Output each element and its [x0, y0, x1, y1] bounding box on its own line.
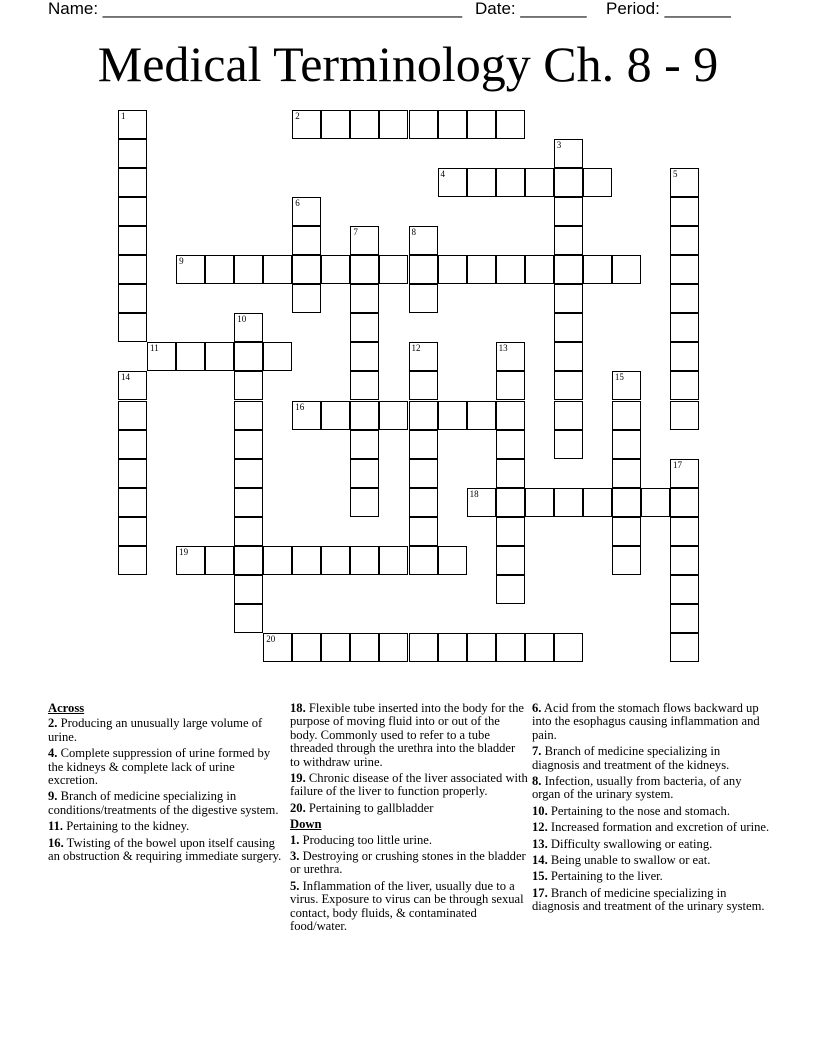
grid-cell[interactable] — [292, 284, 321, 313]
grid-cell[interactable] — [147, 342, 176, 371]
grid-cell[interactable] — [554, 633, 583, 662]
grid-cell[interactable] — [467, 110, 496, 139]
clue-number: 2 — [295, 111, 300, 121]
grid-cell[interactable] — [670, 255, 699, 284]
grid-cell[interactable] — [438, 255, 467, 284]
grid-cell[interactable] — [409, 633, 438, 662]
grid-cell[interactable] — [234, 459, 263, 488]
clue-number: 15 — [614, 372, 624, 383]
clue-number: 10 — [237, 314, 247, 325]
grid-cell[interactable] — [612, 459, 641, 488]
clue-number: 18 — [469, 488, 479, 499]
grid-cell[interactable] — [525, 255, 554, 284]
grid-cell[interactable] — [234, 401, 263, 430]
grid-cell[interactable] — [379, 401, 408, 430]
grid-cell[interactable] — [321, 110, 350, 139]
grid-cell[interactable] — [438, 401, 467, 430]
grid-cell[interactable] — [496, 517, 525, 546]
clue-down-10: 10. Pertaining to the nose and stomach. — [532, 803, 730, 818]
clue-across-9: 9. Branch of medicine specializing in conditions/treatments of the digestive system. — [48, 789, 279, 817]
grid-cell[interactable] — [612, 430, 641, 459]
grid-cell[interactable] — [612, 255, 641, 284]
grid-cell[interactable] — [670, 371, 699, 400]
grid-cell[interactable] — [350, 313, 379, 342]
grid-cell[interactable] — [554, 168, 583, 197]
grid-cell[interactable] — [263, 342, 292, 371]
clue-number: 11 — [150, 343, 159, 354]
grid-cell[interactable] — [234, 604, 263, 633]
grid-cell[interactable] — [176, 255, 205, 284]
down-heading: Down — [290, 817, 322, 832]
clue-across-18: 18. Flexible tube inserted into the body for the purpose of moving fluid into or out of the body. Commonly used to refer to a tube threaded through the urethra into the bladder to withdraw urine. — [290, 701, 525, 769]
grid-cell[interactable] — [467, 168, 496, 197]
grid-cell[interactable] — [670, 284, 699, 313]
clue-down-7: 7. Branch of medicine specializing in diagnosis and treatment of the kidneys. — [532, 744, 730, 772]
grid-cell[interactable] — [263, 633, 292, 662]
grid-cell[interactable] — [525, 633, 554, 662]
grid-cell[interactable] — [496, 255, 525, 284]
grid-cell[interactable] — [409, 430, 438, 459]
clue-down-13: 13. Difficulty swallowing or eating. — [532, 836, 713, 851]
grid-cell[interactable] — [292, 401, 321, 430]
clue-number: 4 — [440, 169, 446, 180]
grid-cell[interactable] — [350, 633, 379, 662]
grid-cell[interactable] — [670, 575, 699, 604]
grid-cell[interactable] — [496, 401, 525, 430]
grid-cell[interactable] — [321, 633, 350, 662]
clue-number: 1 — [121, 111, 126, 121]
grid-cell[interactable] — [554, 342, 583, 371]
grid-cell[interactable] — [234, 488, 263, 517]
grid-cell[interactable] — [467, 401, 496, 430]
grid-cell[interactable] — [176, 546, 205, 575]
grid-cell[interactable] — [409, 517, 438, 546]
grid-cell[interactable] — [409, 546, 438, 575]
name-field[interactable]: Name: ______________________________________ — [48, 0, 463, 18]
clue-down-6: 6. Acid from the stomach flows backward up into the esophagus causing inflammation and pain. — [532, 701, 760, 742]
grid-cell[interactable] — [438, 633, 467, 662]
grid-cell[interactable] — [379, 255, 408, 284]
clue-number: 9 — [179, 256, 184, 267]
grid-cell[interactable] — [554, 197, 583, 226]
grid-cell[interactable] — [409, 488, 438, 517]
clue-number: 5 — [672, 169, 678, 180]
grid-cell[interactable] — [496, 575, 525, 604]
grid-cell[interactable] — [292, 633, 321, 662]
page-title: Medical Terminology Ch. 8 - 9 — [97, 36, 719, 92]
grid-cell[interactable] — [670, 401, 699, 430]
grid-cell[interactable] — [467, 633, 496, 662]
grid-cell[interactable] — [409, 110, 438, 139]
clue-down-3: 3. Destroying or crushing stones in the bladder or urethra. — [290, 849, 526, 877]
grid-cell[interactable] — [118, 255, 147, 284]
grid-cell[interactable] — [205, 255, 234, 284]
grid-cell[interactable] — [409, 255, 438, 284]
grid-cell[interactable] — [350, 401, 379, 430]
grid-cell[interactable] — [670, 459, 699, 488]
clues-column-3 — [532, 702, 770, 917]
grid-cell[interactable] — [263, 255, 292, 284]
grid-cell[interactable] — [118, 313, 147, 342]
grid-cell[interactable] — [670, 488, 699, 517]
grid-cell[interactable] — [292, 197, 321, 226]
grid-cell[interactable] — [350, 255, 379, 284]
grid-cell[interactable] — [350, 371, 379, 400]
grid-cell[interactable] — [612, 546, 641, 575]
grid-cell[interactable] — [350, 488, 379, 517]
grid-cell[interactable] — [118, 168, 147, 197]
grid-cell[interactable] — [350, 459, 379, 488]
clue-down-17: 17. Branch of medicine specializing in diagnosis and treatment of the urinary system. — [532, 885, 765, 914]
grid-cell[interactable] — [612, 371, 641, 400]
grid-cell[interactable] — [379, 110, 408, 139]
grid-cell[interactable] — [350, 342, 379, 371]
grid-cell[interactable] — [554, 371, 583, 400]
clue-number: 17 — [672, 459, 682, 470]
grid-cell[interactable] — [321, 255, 350, 284]
clue-down-15: 15. Pertaining to the liver. — [532, 869, 663, 884]
grid-cell[interactable] — [234, 546, 263, 575]
grid-cell[interactable] — [292, 110, 321, 139]
grid-cell[interactable] — [409, 342, 438, 371]
grid-cell[interactable] — [612, 401, 641, 430]
grid-cell[interactable] — [321, 401, 350, 430]
grid-cell[interactable] — [670, 633, 699, 662]
grid-cell[interactable] — [118, 226, 147, 255]
clue-number: 8 — [411, 227, 416, 238]
grid-cell[interactable] — [670, 197, 699, 226]
clue-down-5: 5. Inflammation of the liver, usually due to a virus. Exposure to virus can be through sexual contact, body fluids, & contaminated food/water. — [290, 878, 524, 934]
grid-cell[interactable] — [409, 401, 438, 430]
grid-cell[interactable] — [234, 313, 263, 342]
grid-cell[interactable] — [292, 546, 321, 575]
clue-number: 14 — [121, 372, 130, 383]
grid-cell[interactable] — [670, 168, 699, 197]
clues-column-1 — [48, 702, 286, 866]
grid-cell[interactable] — [292, 255, 321, 284]
date-field[interactable]: Date: _______ — [475, 0, 587, 18]
clue-number: 13 — [498, 343, 508, 354]
grid-cell[interactable] — [438, 546, 467, 575]
clue-number: 19 — [179, 546, 189, 557]
grid-cell[interactable] — [118, 284, 147, 313]
clues-column-2 — [290, 702, 528, 937]
grid-cell[interactable] — [467, 255, 496, 284]
grid-cell[interactable] — [118, 546, 147, 575]
clue-number: 3 — [556, 140, 562, 151]
grid-cell[interactable] — [118, 488, 147, 517]
period-field[interactable]: Period: _______ — [606, 0, 731, 18]
grid-cell[interactable] — [554, 313, 583, 342]
clue-down-12: 12. Increased formation and excretion of urine. — [532, 820, 770, 835]
grid-cell[interactable] — [583, 488, 612, 517]
grid-cell[interactable] — [409, 284, 438, 313]
grid-cell[interactable] — [670, 342, 699, 371]
grid-cell[interactable] — [321, 546, 350, 575]
clue-number: 12 — [411, 343, 421, 354]
grid-cell[interactable] — [496, 110, 525, 139]
grid-cell[interactable] — [554, 255, 583, 284]
grid-cell[interactable] — [379, 546, 408, 575]
grid-cell[interactable] — [409, 226, 438, 255]
grid-cell[interactable] — [670, 517, 699, 546]
grid-cell[interactable] — [670, 546, 699, 575]
clue-number: 6 — [295, 198, 300, 209]
grid-cell[interactable] — [234, 255, 263, 284]
grid-cell[interactable] — [292, 226, 321, 255]
grid-cell[interactable] — [234, 371, 263, 400]
grid-cell[interactable] — [612, 517, 641, 546]
clue-number: 20 — [266, 633, 276, 644]
across-heading: Across — [48, 701, 85, 715]
grid-cell[interactable] — [496, 430, 525, 459]
grid-cell[interactable] — [350, 430, 379, 459]
grid-cell[interactable] — [554, 430, 583, 459]
clue-across-11: 11. Pertaining to the kidney. — [48, 819, 190, 834]
grid-cell[interactable] — [438, 168, 467, 197]
grid-cell[interactable] — [670, 226, 699, 255]
grid-cell[interactable] — [118, 430, 147, 459]
grid-cell[interactable] — [350, 226, 379, 255]
grid-cell[interactable] — [118, 459, 147, 488]
grid-cell[interactable] — [118, 110, 147, 139]
grid-cell[interactable] — [496, 488, 525, 517]
grid-cell[interactable] — [467, 488, 496, 517]
grid-cell[interactable] — [554, 284, 583, 313]
grid-cell[interactable] — [409, 371, 438, 400]
grid-cell[interactable] — [554, 401, 583, 430]
grid-cell[interactable] — [525, 488, 554, 517]
clue-down-14: 14. Being unable to swallow or eat. — [532, 853, 711, 868]
grid-cell[interactable] — [350, 546, 379, 575]
grid-cell[interactable] — [496, 459, 525, 488]
grid-cell[interactable] — [234, 342, 263, 371]
grid-cell[interactable] — [205, 546, 234, 575]
grid-cell[interactable] — [496, 168, 525, 197]
grid-cell[interactable] — [234, 430, 263, 459]
clue-down-8: 8. Infection, usually from bacteria, of any organ of the urinary system. — [532, 774, 742, 802]
grid-cell[interactable] — [118, 371, 147, 400]
grid-cell[interactable] — [118, 197, 147, 226]
grid-cell[interactable] — [525, 168, 554, 197]
grid-cell[interactable] — [176, 342, 205, 371]
clue-down-1: 1. Producing too little urine. — [290, 832, 433, 847]
clue-number: 16 — [295, 401, 305, 412]
grid-cell[interactable] — [554, 488, 583, 517]
grid-cell[interactable] — [118, 401, 147, 430]
grid-cell[interactable] — [350, 110, 379, 139]
grid-cell[interactable] — [234, 575, 263, 604]
grid-cell[interactable] — [670, 313, 699, 342]
grid-cell[interactable] — [234, 517, 263, 546]
grid-cell[interactable] — [554, 139, 583, 168]
grid-cell[interactable] — [379, 633, 408, 662]
clue-number: 7 — [353, 227, 358, 238]
grid-cell[interactable] — [118, 517, 147, 546]
grid-cell[interactable] — [438, 110, 467, 139]
grid-cell[interactable] — [496, 633, 525, 662]
clue-across-19: 19. Chronic disease of the liver associated with failure of the liver to function properly. — [290, 771, 528, 799]
grid-cell[interactable] — [350, 284, 379, 313]
grid-cell[interactable] — [409, 459, 438, 488]
grid-cell[interactable] — [583, 168, 612, 197]
clue-across-4: 4. Complete suppression of urine formed by the kidneys & complete lack of urine excretion. — [48, 746, 271, 788]
grid-cell[interactable] — [496, 371, 525, 400]
grid-cell[interactable] — [583, 255, 612, 284]
grid-cell[interactable] — [263, 546, 292, 575]
grid-cell[interactable] — [612, 488, 641, 517]
clue-across-16: 16. Twisting of the bowel upon itself causing an obstruction & requiring immediate surgery. — [48, 835, 282, 864]
grid-cell[interactable] — [496, 342, 525, 371]
grid-cell[interactable] — [554, 226, 583, 255]
grid-cell[interactable] — [641, 488, 670, 517]
grid-cell[interactable] — [205, 342, 234, 371]
grid-cell[interactable] — [118, 139, 147, 168]
grid-cell[interactable] — [496, 546, 525, 575]
grid-cell[interactable] — [670, 604, 699, 633]
clue-across-2: 2. Producing an unusually large volume of urine. — [48, 716, 263, 744]
clue-across-20: 20. Pertaining to gallbladder — [290, 800, 434, 815]
